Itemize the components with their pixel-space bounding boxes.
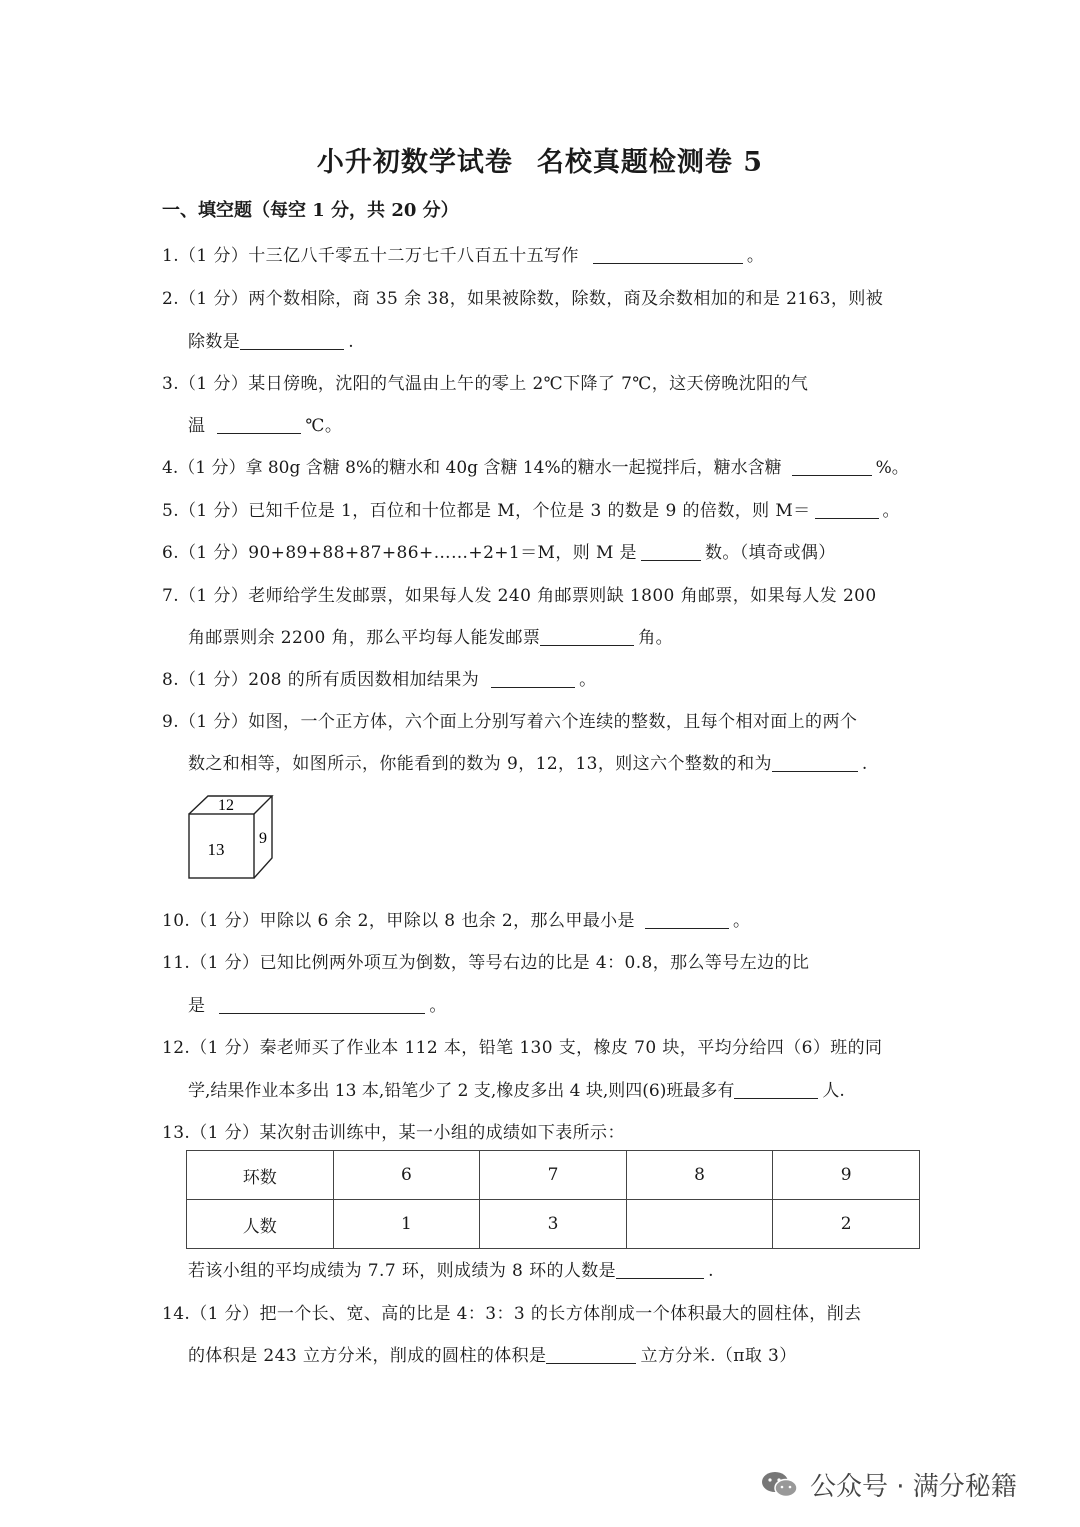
table-cell: 6 — [333, 1151, 480, 1200]
question-text: 若该小组的平均成绩为 7.7 环，则成绩为 8 环的人数是 — [188, 1261, 617, 1281]
answer-blank — [219, 996, 425, 1014]
question-9-cont — [188, 749, 868, 774]
question-tail: 数。（填奇或偶） — [704, 543, 836, 563]
answer-blank — [240, 332, 344, 350]
question-tail: ℃。 — [305, 416, 343, 436]
question-text: 6.（1 分）90+89+88+87+86+……+2+1＝M，则 M 是 — [162, 543, 637, 563]
question-7: 7.（1 分）老师给学生发邮票，如果每人发 240 角邮票则缺 1800 角邮票，如果每人发 200 — [162, 586, 877, 606]
table-cell: 环数 — [187, 1151, 334, 1200]
question-text: 5.（1 分）已知千位是 1，百位和十位都是 M，个位是 3 的数是 9 的倍数，则 M＝ — [162, 501, 811, 521]
question-tail: 。 — [732, 911, 751, 931]
question-14: 14.（1 分）把一个长、宽、高的比是 4：3：3 的长方体削成一个体积最大的圆柱体，削去 — [162, 1304, 862, 1324]
question-3-cont — [188, 411, 342, 436]
question-12-cont — [188, 1076, 845, 1101]
section-heading: 一、填空题（每空 1 分，共 20 分） — [162, 200, 459, 221]
answer-blank — [641, 543, 701, 561]
question-tail: 立方分米.（π取 3） — [640, 1346, 797, 1366]
answer-blank — [593, 246, 743, 264]
question-tail: 。 — [579, 670, 597, 690]
question-11-cont — [188, 991, 447, 1016]
question-text: 温 — [188, 416, 206, 436]
question-2: 2.（1 分）两个数相除，商 35 余 38，如果被除数，除数，商及余数相加的和是 2163，则被 — [162, 289, 884, 309]
cube-side-number: 9 — [259, 830, 267, 847]
question-tail: . — [861, 754, 868, 774]
question-text: 数之和相等，如图所示，你能看到的数为 9，12，13，则这六个整数的和为 — [188, 754, 772, 774]
question-tail: 角。 — [638, 628, 674, 648]
cube-front-number: 13 — [207, 840, 225, 859]
page-title — [0, 140, 1080, 179]
table-cell: 1 — [333, 1200, 480, 1249]
question-text: 4.（1 分）拿 80g 含糖 8%的糖水和 40g 含糖 14%的糖水一起搅拌后，糖水含糖 — [162, 458, 782, 478]
question-9: 9.（1 分）如图，一个正方体，六个面上分别写着六个连续的整数，且每个相对面上的两个 — [162, 712, 858, 732]
question-text: 角邮票则余 2200 角，那么平均每人能发邮票 — [188, 628, 541, 648]
question-14-cont — [188, 1341, 797, 1366]
question-8 — [162, 665, 597, 690]
question-3: 3.（1 分）某日傍晚，沈阳的气温由上午的零上 2℃下降了 7℃，这天傍晚沈阳的气 — [162, 374, 809, 394]
table-row — [187, 1151, 920, 1200]
answer-blank — [734, 1081, 818, 1099]
question-text: 学,结果作业本多出 13 本,铅笔少了 2 支,橡皮多出 4 块,则四(6)班最多有 — [188, 1081, 735, 1101]
cube-top-number: 12 — [218, 797, 234, 814]
question-text: 1.（1 分）十三亿八千零五十二万七千八百五十五写作 — [162, 246, 579, 266]
answer-blank — [645, 911, 729, 929]
table-row — [187, 1200, 920, 1249]
table-cell — [626, 1200, 773, 1249]
score-table — [186, 1150, 920, 1249]
answer-blank — [217, 416, 301, 434]
question-text: 是 — [188, 996, 206, 1016]
title-part2: 名校真题检测卷 5 — [536, 147, 764, 178]
question-5 — [162, 496, 900, 521]
question-7-cont — [188, 623, 673, 648]
question-10 — [162, 906, 750, 931]
question-tail: %。 — [875, 458, 909, 478]
question-tail: 人. — [822, 1081, 845, 1101]
watermark-text: 公众号 · 满分秘籍 — [810, 1472, 1017, 1502]
question-13-cont — [188, 1256, 714, 1281]
wechat-icon — [760, 1470, 800, 1500]
answer-blank — [491, 670, 575, 688]
question-tail: 。 — [429, 996, 447, 1016]
answer-blank — [616, 1261, 704, 1279]
answer-blank — [815, 501, 879, 519]
question-2-cont — [188, 327, 354, 352]
question-tail: 。 — [746, 246, 765, 266]
table-cell: 9 — [773, 1151, 920, 1200]
question-12: 12.（1 分）秦老师买了作业本 112 本，铅笔 130 支，橡皮 70 块，平均分给四（6）班的同 — [162, 1038, 883, 1058]
question-tail: 。 — [882, 501, 900, 521]
answer-blank — [772, 754, 858, 772]
answer-blank — [546, 1346, 636, 1364]
table-cell: 人数 — [187, 1200, 334, 1249]
question-text: 除数是 — [188, 332, 241, 352]
question-4 — [162, 453, 909, 478]
table-cell: 8 — [626, 1151, 773, 1200]
question-text: 8.（1 分）208 的所有质因数相加结果为 — [162, 670, 480, 690]
question-text: 10.（1 分）甲除以 6 余 2，甲除以 8 也余 2，那么甲最小是 — [162, 911, 635, 931]
question-13: 13.（1 分）某次射击训练中，某一小组的成绩如下表所示： — [162, 1123, 625, 1143]
title-part1: 小升初数学试卷 — [316, 147, 513, 178]
answer-blank — [792, 458, 872, 476]
question-6 — [162, 538, 836, 563]
question-text: 的体积是 243 立方分米，削成的圆柱的体积是 — [188, 1346, 547, 1366]
question-tail: . — [348, 332, 355, 352]
answer-blank — [540, 628, 634, 646]
question-1 — [162, 241, 764, 266]
question-11: 11.（1 分）已知比例两外项互为倒数，等号右边的比是 4：0.8，那么等号左边的比 — [162, 953, 810, 973]
watermark — [760, 1466, 1017, 1503]
question-tail: . — [708, 1261, 714, 1281]
table-cell: 3 — [480, 1200, 627, 1249]
table-cell: 7 — [480, 1151, 627, 1200]
cube-figure — [186, 792, 276, 882]
table-cell: 2 — [773, 1200, 920, 1249]
